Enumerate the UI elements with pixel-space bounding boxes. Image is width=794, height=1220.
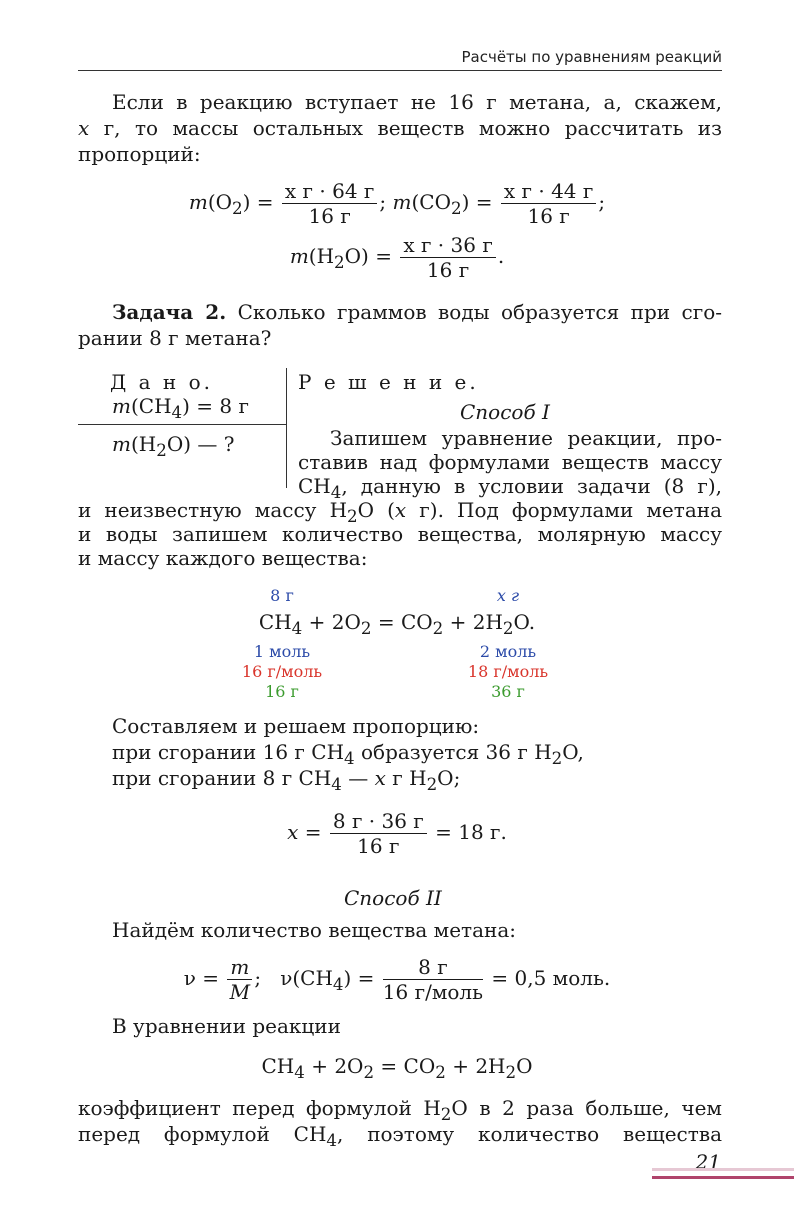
fraction-co2-num: x г · 44 г [501,180,596,204]
running-header: Расчёты по уравнениям реакций [461,48,722,66]
task-label: Задача 2. [112,300,227,324]
solution-line2: ставив над формулами веществ массу [298,450,722,474]
annot-ch4-moles: 1 моль [253,642,311,661]
para1-line3: пропорций: [78,142,201,166]
method2-line2: В уравнении реакции [112,1014,341,1038]
formula-h2o: $m(H_2O)$ = $\frac{\text{x г · 36 г}}{16 г}$ . [289,233,505,282]
task-line2: рании 8 г метана? [78,326,272,350]
solution-title: Р е ш е н и е. [298,370,479,394]
solution-line6: и массу каждого вещества: [78,546,368,570]
solution-line5: и воды запишем количество вещества, молярную массу [78,522,722,546]
proportion-line2: при сгорании 16 г $CH_4$ образуется 36 г $H_2O$, [112,740,584,768]
footer-accent-light [652,1168,794,1171]
fraction-h2o-den: 16 г [426,258,470,282]
para1-line2: x г, то массы остальных веществ можно рассчитать из [78,116,722,140]
reaction-equation-2: $CH_4 + 2O_2 = CO_2 + 2H_2O$ [261,1054,533,1082]
method1-title: Способ I [460,400,550,424]
fraction-o2 [282,180,377,227]
proportion-line3: при сгорании 8 г $CH_4$ — x г $H_2O$; [112,766,461,794]
solution-line4: и неизвестную массу $H_2O$ (x г). Под формулами метана [78,498,723,526]
given-find: $m(H_2O)$ — ? [112,432,235,460]
footer-accent-bar [652,1176,794,1179]
annot-h2o-moles: 2 моль [479,642,537,661]
method2-line1: Найдём количество вещества метана: [112,918,517,942]
fraction-co2-den: 16 г [527,204,570,228]
annot-ch4-total: 16 г [265,682,299,701]
annot-h2o-mass: x г [496,586,520,605]
given-divider [78,424,286,425]
fraction-co2 [501,180,596,227]
fraction-nu-den: 16 г/моль [382,980,484,1004]
proportion-line1: Составляем и решаем пропорцию: [112,714,480,738]
fraction-x-num: 8 г · 36 г [330,810,427,834]
fraction-nu-general: $\frac{m}{M}$ [227,956,252,1003]
formula-x: x = $\frac{8 г \cdot 36 г}{16 г}$ = 18 г. [287,809,507,858]
solution-line1: Запишем уравнение реакции, про- [330,426,722,450]
method2-line4: перед формулой $CH_4$, поэтому количество вещества [78,1122,723,1150]
annot-h2o-molar: 18 г/моль [467,662,549,681]
given-vertical-divider [286,368,287,488]
fraction-h2o-num: x г · 36 г [400,234,495,258]
annot-ch4-mass: 8 г [270,586,294,605]
solution-line3: $CH_4$, данную в условии задачи (8 г), [298,474,722,502]
formula-nu: ν = $\frac{m}{M}$ ; $\nu(CH_4)$ = $\frac{8 г}{\text{16 г/моль}}$ = 0,5 моль. [183,955,611,1004]
reaction-equation-1: $CH_4 + 2O_2 = CO_2 + 2H_2O$. [258,610,536,638]
formula-o2-co2: $m(O_2)$ = $\frac{\text{x г · 64 г}}{16 г}$ ; $m(CO_2)$ = $\frac{\text{x г · 44 г}}{16 г}$ ; [188,179,606,228]
method2-title: Способ II [344,886,442,910]
given-title: Д а н о. [110,370,213,394]
header-divider [78,70,722,71]
fraction-x [330,810,427,857]
task-line1: Задача 2. Сколько граммов воды образуется при сго- [112,300,722,324]
page-number: 21 [695,1150,721,1174]
fraction-nu-ch4 [383,956,483,1003]
fraction-o2-num: x г · 64 г [282,180,377,204]
fraction-nu-num: 8 г [383,956,483,980]
para1-line1: Если в реакцию вступает не 16 г метана, а, скажем, [112,90,722,114]
annot-ch4-molar: 16 г/моль [241,662,323,681]
fraction-x-den: 16 г [357,834,400,858]
annot-h2o-total: 36 г [491,682,525,701]
given-ch4: $m(CH_4) = 8$ г [112,394,249,422]
fraction-h2o [400,234,495,281]
method2-line3: коэффициент перед формулой $H_2O$ в 2 раза больше, чем [78,1096,722,1124]
fraction-o2-den: 16 г [308,204,351,228]
